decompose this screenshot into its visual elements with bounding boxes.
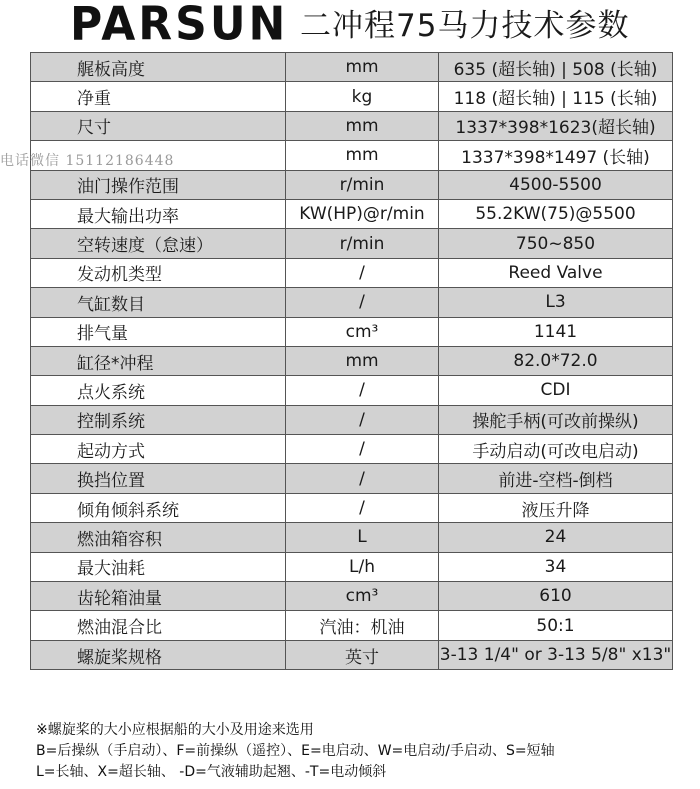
table-row (31, 199, 673, 228)
unit-cell: 英寸 (286, 640, 439, 669)
unit-cell: / (286, 258, 439, 287)
table-row (31, 317, 673, 346)
table-row (31, 82, 673, 111)
unit-cell: L/h (286, 552, 439, 581)
table-row (31, 170, 673, 199)
unit-cell: / (286, 435, 439, 464)
value-cell: 34 (439, 552, 673, 581)
table-row (31, 493, 673, 522)
unit-cell: / (286, 405, 439, 434)
value-cell: 3-13 1/4" or 3-13 5/8" x13" (439, 640, 673, 669)
param-cell: 排气量 (31, 317, 286, 346)
unit-cell: mm (286, 53, 439, 82)
value-cell: 手动启动(可改电启动) (439, 435, 673, 464)
value-cell: 610 (439, 582, 673, 611)
value-cell: 1337*398*1623(超长轴) (439, 111, 673, 140)
table-row (31, 346, 673, 375)
unit-cell: kg (286, 82, 439, 111)
value-cell: 1337*398*1497 (长轴) (439, 141, 673, 170)
spec-table-body (31, 53, 673, 670)
unit-cell: r/min (286, 170, 439, 199)
value-cell: 液压升降 (439, 493, 673, 522)
table-row (31, 640, 673, 669)
table-row (31, 582, 673, 611)
table-row (31, 288, 673, 317)
note-line: L=长轴、X=超长轴、 -D=气液辅助起翘、-T=电动倾斜 (36, 764, 387, 780)
value-cell: 118 (超长轴) | 115 (长轴) (439, 82, 673, 111)
value-cell: 55.2KW(75)@5500 (439, 199, 673, 228)
table-row (31, 523, 673, 552)
param-cell: 发动机类型 (31, 258, 286, 287)
brand-logo-text: PARSUN (70, 0, 289, 52)
param-cell: 螺旋桨规格 (31, 640, 286, 669)
param-cell: 油门操作范围 (31, 170, 286, 199)
value-cell: 1141 (439, 317, 673, 346)
param-cell: 控制系统 (31, 405, 286, 434)
value-cell: L3 (439, 288, 673, 317)
page-title: 二冲程75马力技术参数 (300, 8, 630, 44)
value-cell: 前进-空档-倒档 (439, 464, 673, 493)
value-cell: CDI (439, 376, 673, 405)
table-row (31, 111, 673, 140)
page-header (0, 0, 700, 52)
value-cell: 24 (439, 523, 673, 552)
note-line: B=后操纵（手启动）、F=前操纵（遥控）、E=电启动、W=电启动/手启动、S=短轴 (36, 743, 555, 759)
param-cell: 点火系统 (31, 376, 286, 405)
value-cell: 750~850 (439, 229, 673, 258)
table-row (31, 53, 673, 82)
unit-cell: mm (286, 111, 439, 140)
unit-cell: KW(HP)@r/min (286, 199, 439, 228)
unit-cell: mm (286, 346, 439, 375)
table-row (31, 464, 673, 493)
unit-cell: / (286, 493, 439, 522)
param-cell: 净重 (31, 82, 286, 111)
param-cell: 燃油混合比 (31, 611, 286, 640)
param-cell: 起动方式 (31, 435, 286, 464)
unit-cell: r/min (286, 229, 439, 258)
value-cell: 50:1 (439, 611, 673, 640)
unit-cell: 汽油：机油 (286, 611, 439, 640)
param-cell: 最大油耗 (31, 552, 286, 581)
table-row (31, 258, 673, 287)
brand-logo (70, 0, 289, 52)
unit-cell: cm³ (286, 582, 439, 611)
param-cell: 气缸数目 (31, 288, 286, 317)
param-cell: 缸径*冲程 (31, 346, 286, 375)
unit-cell: L (286, 523, 439, 552)
note-line: ※螺旋桨的大小应根据船的大小及用途来选用 (36, 722, 314, 738)
unit-cell: / (286, 288, 439, 317)
param-cell: 艉板高度 (31, 53, 286, 82)
value-cell: 82.0*72.0 (439, 346, 673, 375)
unit-cell: cm³ (286, 317, 439, 346)
table-row (31, 405, 673, 434)
unit-cell: mm (286, 141, 439, 170)
contact-watermark: 电话微信 15112186448 (0, 153, 175, 169)
param-cell: 齿轮箱油量 (31, 582, 286, 611)
table-row (31, 376, 673, 405)
param-cell: 尺寸 (31, 111, 286, 140)
param-cell: 最大输出功率 (31, 199, 286, 228)
param-cell: 换挡位置 (31, 464, 286, 493)
unit-cell: / (286, 464, 439, 493)
value-cell: 操舵手柄(可改前操纵) (439, 405, 673, 434)
value-cell: 4500-5500 (439, 170, 673, 199)
table-row (31, 229, 673, 258)
notes (36, 720, 686, 783)
spec-table (30, 52, 673, 670)
param-cell: 倾角倾斜系统 (31, 493, 286, 522)
table-row (31, 611, 673, 640)
unit-cell: / (286, 376, 439, 405)
value-cell: Reed Valve (439, 258, 673, 287)
param-cell: 空转速度（怠速） (31, 229, 286, 258)
value-cell: 635 (超长轴) | 508 (长轴) (439, 53, 673, 82)
param-cell: 燃油箱容积 (31, 523, 286, 552)
table-row (31, 435, 673, 464)
table-row (31, 552, 673, 581)
